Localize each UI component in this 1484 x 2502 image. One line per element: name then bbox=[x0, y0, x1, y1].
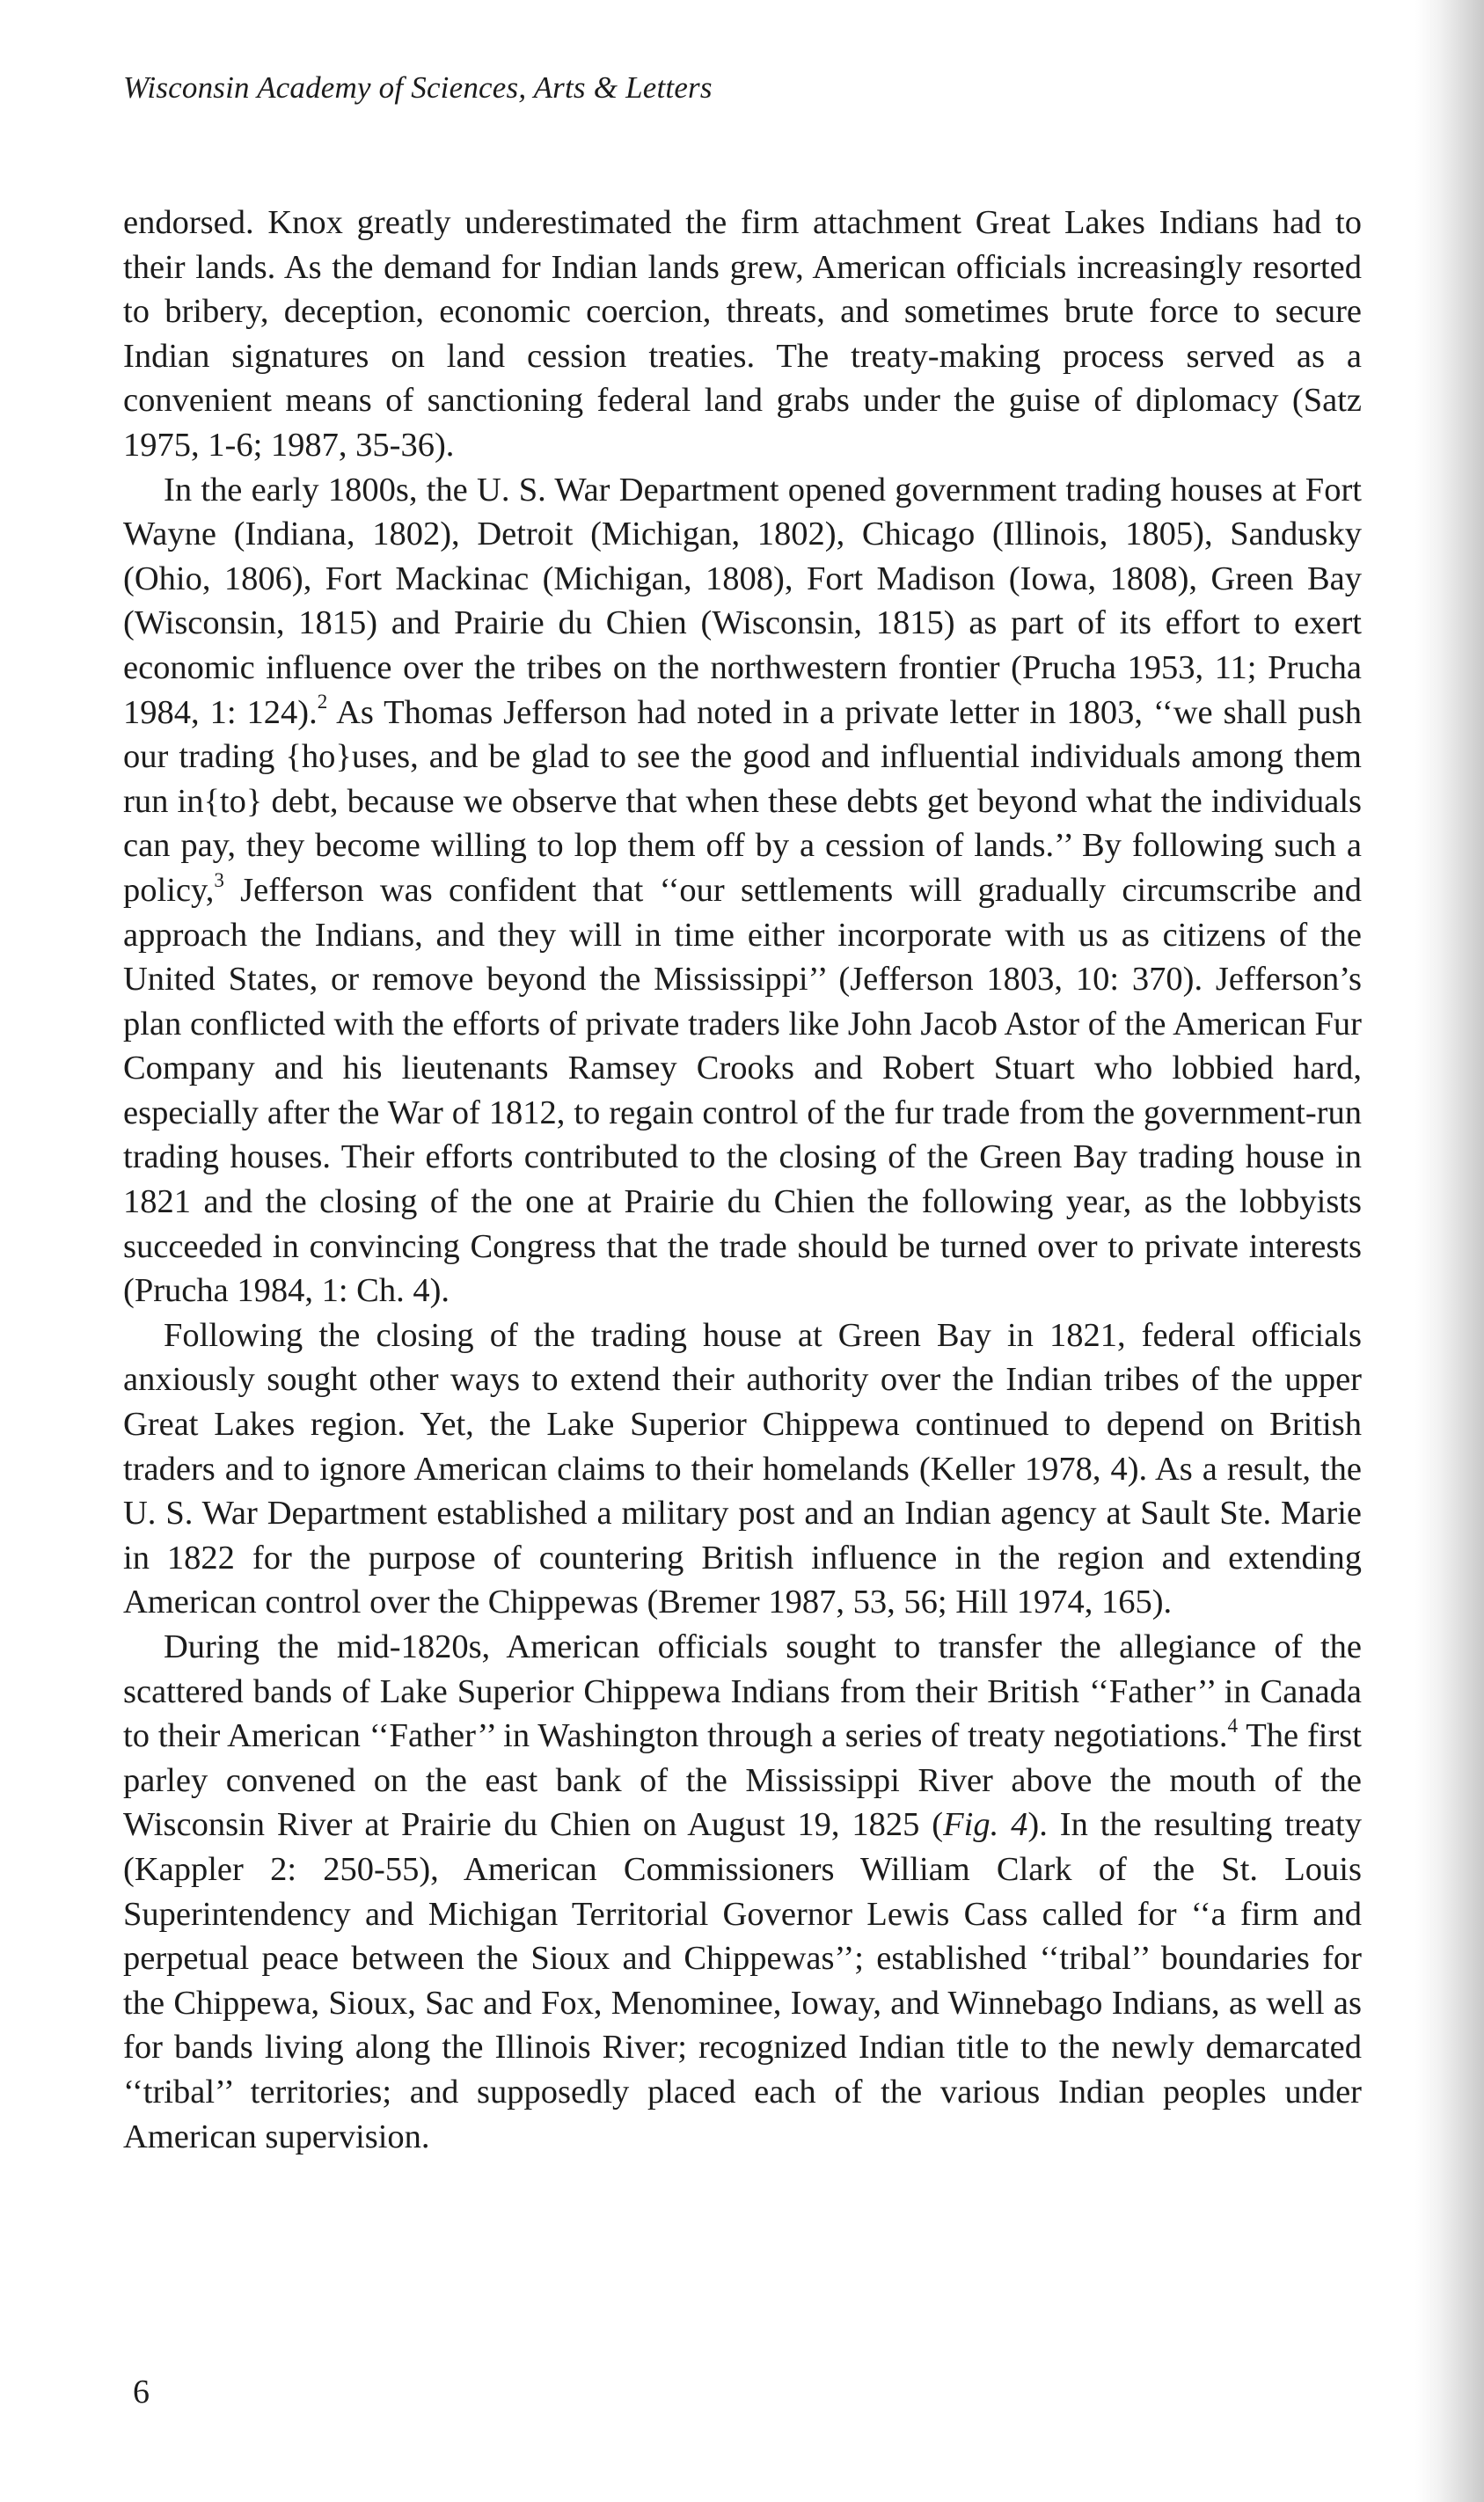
paragraph-1 bbox=[123, 201, 1362, 468]
paragraph-3-text: Following the closing of the trading house at Green Bay in 1821, federal officials anxiously sought other ways to extend their authority over the Indian tribes of the upper Great Lakes region. Yet, the Lake Superior Chippewa continued to depend on British traders and to ignore American claims to their homelands (Keller 1978, 4). As a result, the U. S. War Department established a military post and an Indian agency at Sault Ste. Marie in 1822 for the purpose of countering British influence in the region and extending American control over the Chippewas (Bremer 1987, 53, 56; Hill 1974, 165). bbox=[123, 1316, 1362, 1621]
paragraph-2-text-c: Jefferson was confident that ‘‘our settlements will gradually circumscribe and approach the Indians, and they will in time either incorporate with us as citizens of the United States, or remove beyond the Mississippi’’ (Jefferson 1803, 10: 370). Jefferson’s plan conflicted with the efforts of private traders like John Jacob Astor of the American Fur Company and his lieutenants Ramsey Crooks and Robert Stuart who lobbied hard, especially after the War of 1812, to regain control of the fur trade from the government-run trading houses. Their efforts contributed to the closing of the Green Bay trading house in 1821 and the closing of the one at Prairie du Chien the following year, as the lobbyists succeeded in convincing Congress that the trade should be turned over to private interests (Prucha 1984, 1: Ch. 4). bbox=[123, 871, 1362, 1310]
paragraph-2-text-b: As Thomas Jefferson had noted in a private letter in 1803, ‘‘we shall push our trading {ho}uses, and be glad to see the good and influential individuals among them run in{to} debt, because we observe that when these debts get beyond what the individuals can pay, they become willing to lop them off by a cession of lands.’’ By following such a policy, bbox=[123, 693, 1362, 909]
figure-reference[interactable]: Fig. 4 bbox=[943, 1806, 1028, 1844]
page-edge-shadow bbox=[1415, 0, 1484, 2502]
running-head: Wisconsin Academy of Sciences, Arts & Letters bbox=[123, 70, 713, 105]
paragraph-4-text-c: ). In the resulting treaty (Kappler 2: 250-55), American Commissioners William Clark of the St. Louis Superintendency and Michigan Territorial Governor Lewis Cass called for ‘‘a firm and perpetual peace between the Sioux and Chippewas’’; established ‘‘tribal’’ boundaries for the Chippewa, Sioux, Sac and Fox, Menominee, Ioway, and Winnebago Indians, as well as for bands living along the Illinois River; recognized Indian title to the newly demarcated ‘‘tribal’’ territories; and supposedly placed each of the various Indian peoples under American supervision. bbox=[123, 1806, 1362, 2155]
footnote-marker-2[interactable]: 2 bbox=[317, 690, 328, 713]
page-number: 6 bbox=[133, 2374, 150, 2411]
paragraph-4-text-a: During the mid-1820s, American officials sought to transfer the allegiance of the scattered bands of Lake Superior Chippewa Indians from their British ‘‘Father’’ in Canada to their American ‘‘Father’’ in Washington through a series of treaty negotiations. bbox=[123, 1628, 1362, 1755]
paragraph-4 bbox=[123, 1625, 1362, 2159]
paragraph-4-text-b: The first parley convened on the east bank of the Mississippi River above the mouth of the Wisconsin River at Prairie du Chien on August 19, 1825 ( bbox=[123, 1717, 1362, 1844]
article-body bbox=[123, 201, 1362, 2159]
paragraph-3 bbox=[123, 1313, 1362, 1625]
paragraph-1-text: endorsed. Knox greatly underestimated the firm attachment Great Lakes Indians had to their lands. As the demand for Indian lands grew, American officials increasingly resorted to bribery, deception, economic coercion, threats, and sometimes brute force to secure Indian signatures on land cession treaties. The treaty-making process served as a convenient means of sanctioning federal land grabs under the guise of diplomacy (Satz 1975, 1-6; 1987, 35-36). bbox=[123, 204, 1362, 464]
footnote-marker-4[interactable]: 4 bbox=[1227, 1714, 1239, 1738]
footnote-marker-3[interactable]: 3 bbox=[214, 867, 224, 891]
paragraph-2-text-a: In the early 1800s, the U. S. War Department opened government trading houses at Fort Wayne (Indiana, 1802), Detroit (Michigan, 1802), Chicago (Illinois, 1805), Sandusky (Ohio, 1806), Fort Mackinac (Michigan, 1808), Fort Madison (Iowa, 1808), Green Bay (Wisconsin, 1815) and Prairie du Chien (Wisconsin, 1815) as part of its effort to exert economic influence over the tribes on the northwestern frontier (Prucha 1953, 11; Prucha 1984, 1: 124). bbox=[123, 471, 1362, 731]
paragraph-2 bbox=[123, 468, 1362, 1313]
